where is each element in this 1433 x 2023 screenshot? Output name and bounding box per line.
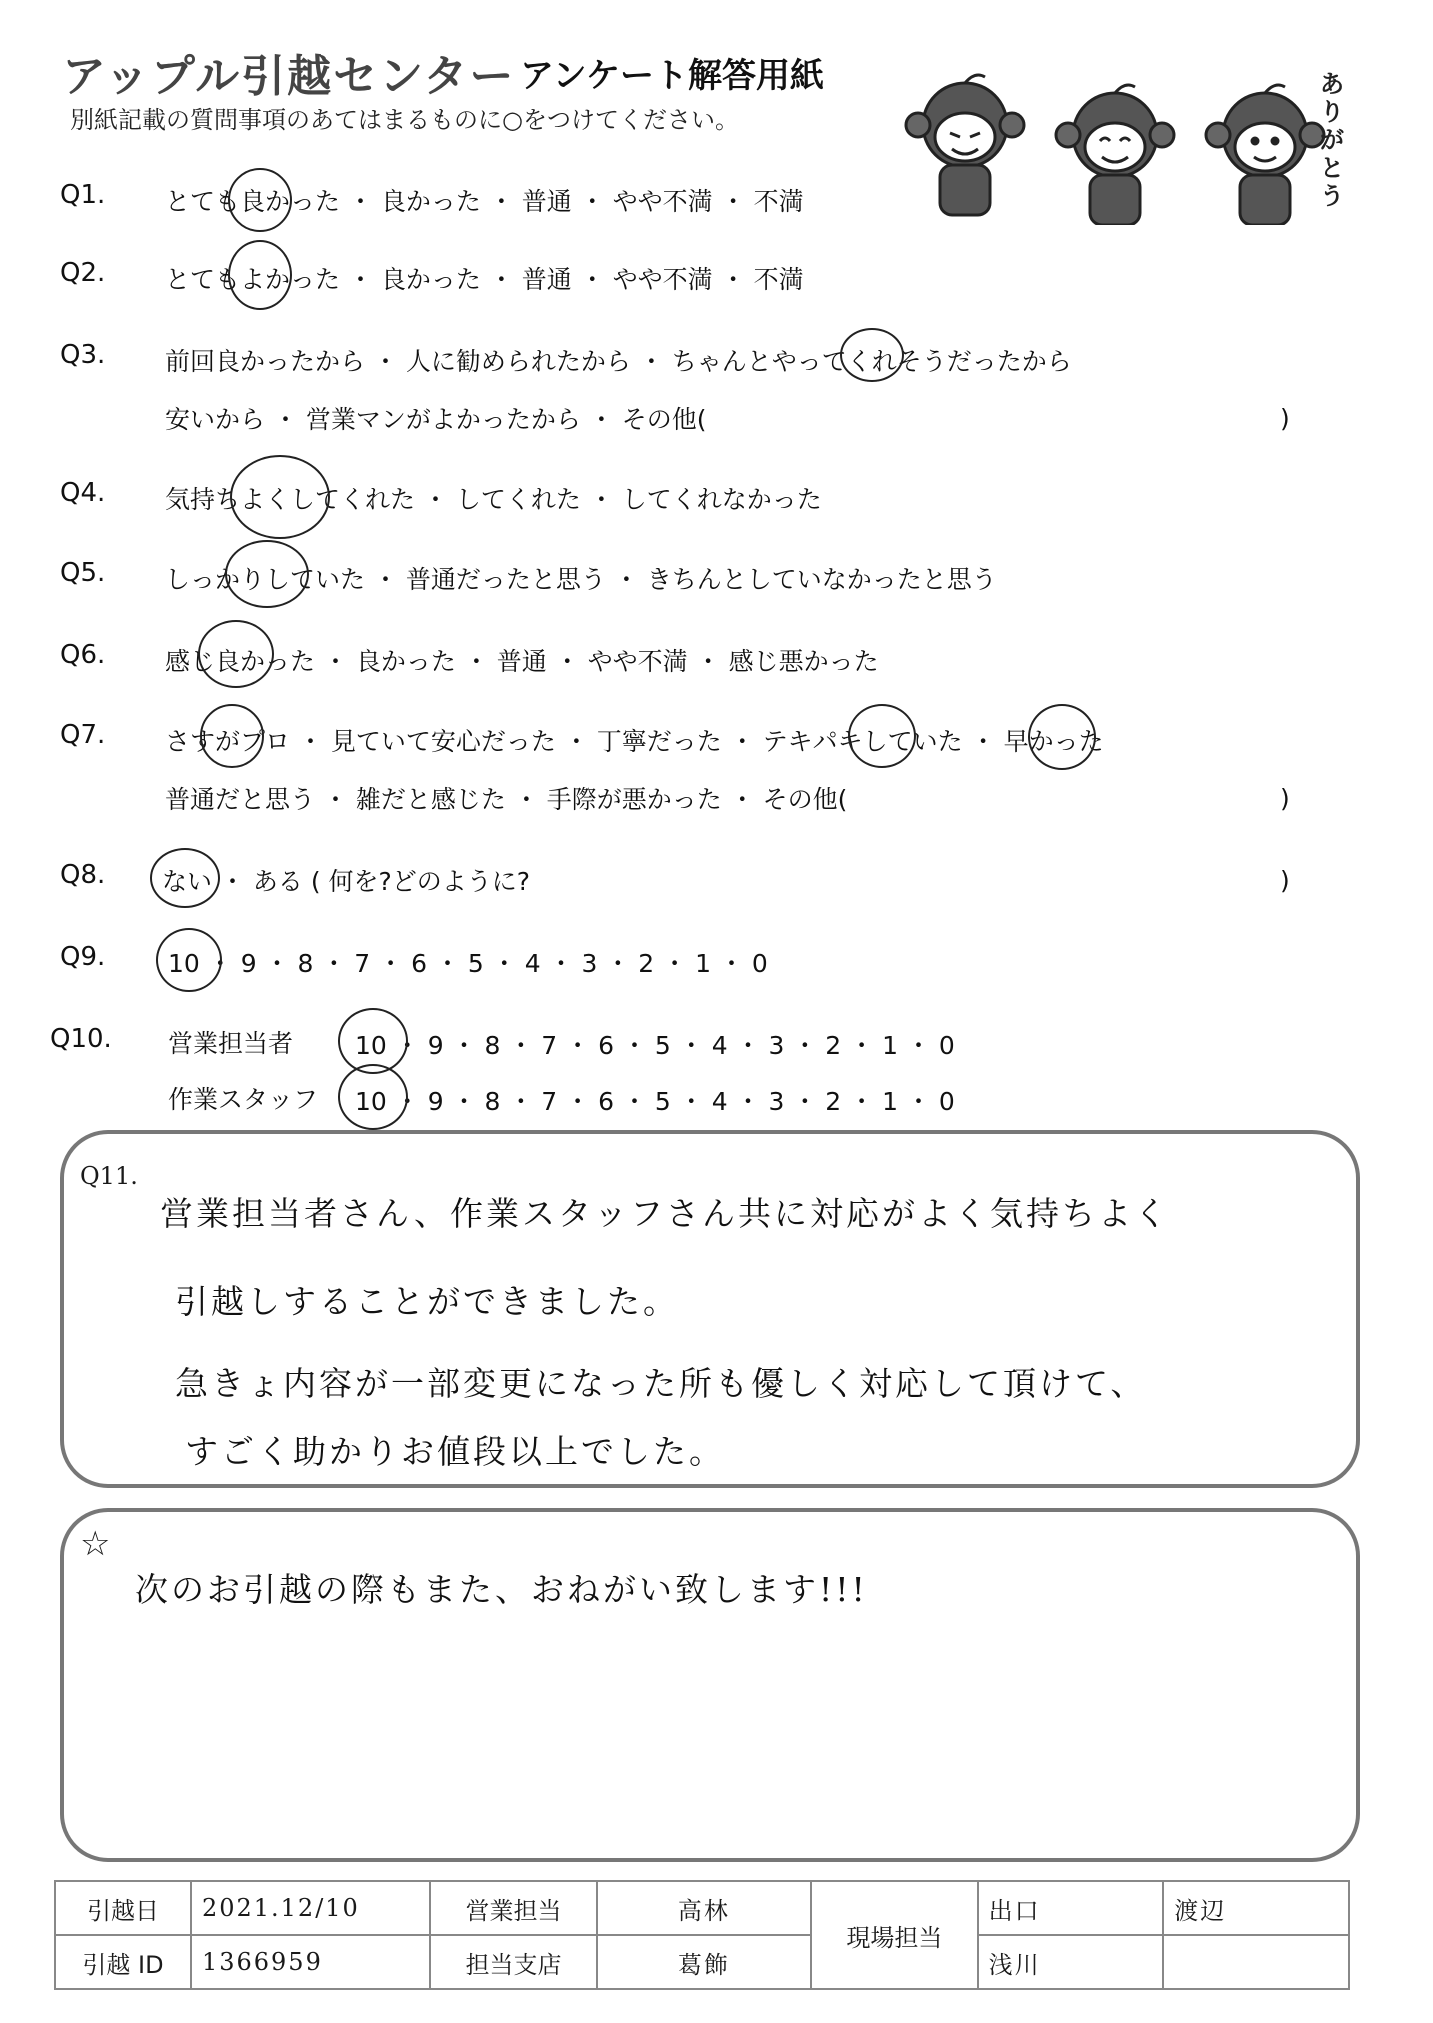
q3-options-line1: 前回良かったから ・ 人に勧められたから ・ ちゃんとやってくれそうだったから bbox=[165, 347, 1072, 376]
q10-staff-scale: 10 ・ 9 ・ 8 ・ 7 ・ 6 ・ 5 ・ 4 ・ 3 ・ 2 ・ 1 ・ 0 bbox=[355, 1087, 955, 1116]
q4-options: 気持ちよくしてくれた ・ してくれた ・ してくれなかった bbox=[165, 485, 822, 514]
q10-label: Q10. bbox=[50, 1024, 112, 1054]
q5-selection-circle bbox=[225, 540, 309, 608]
q11-comment-line-3: 急きょ内容が一部変更になった所も優しく対応して頂けて、 bbox=[175, 1364, 1147, 1403]
form-title: アンケート解答用紙 bbox=[520, 56, 824, 96]
q6-options: 感じ良かった ・ 良かった ・ 普通 ・ やや不満 ・ 感じ悪かった bbox=[165, 647, 879, 676]
q7-label: Q7. bbox=[60, 720, 106, 750]
q7-options-line1: さすがプロ ・ 見ていて安心だった ・ 丁寧だった ・ テキパキしていた ・ 早かった bbox=[165, 727, 1104, 756]
site-staff-label: 現場担当 bbox=[811, 1881, 977, 1989]
q2-label: Q2. bbox=[60, 258, 106, 288]
q8-selection-circle bbox=[150, 848, 220, 908]
q1-label: Q1. bbox=[60, 180, 106, 210]
company-name: アップル引越センター bbox=[62, 51, 516, 102]
q10-sales-scale: 10 ・ 9 ・ 8 ・ 7 ・ 6 ・ 5 ・ 4 ・ 3 ・ 2 ・ 1 ・ 0 bbox=[355, 1031, 955, 1060]
sales-rep-value: 高林 bbox=[597, 1881, 811, 1935]
q2-options: とてもよかった ・ 良かった ・ 普通 ・ やや不満 ・ 不満 bbox=[165, 265, 804, 294]
move-date-label: 引越日 bbox=[55, 1881, 191, 1935]
q7-options-line2: 普通だと思う ・ 雑だと感じた ・ 手際が悪かった ・ その他( bbox=[165, 785, 848, 814]
q7-selection-circle-3 bbox=[1028, 704, 1096, 770]
star-comment-text: 次のお引越の際もまた、おねがい致します!!! bbox=[135, 1570, 868, 1609]
q5-label: Q5. bbox=[60, 558, 106, 588]
q8-options: ない ・ ある ( 何を?どのように? bbox=[162, 867, 531, 896]
mascot-thanks-text: ありがとう bbox=[1320, 70, 1344, 210]
q3-selection-circle bbox=[840, 328, 904, 382]
q7-selection-circle-1 bbox=[200, 704, 264, 768]
q6-selection-circle bbox=[198, 620, 274, 688]
q9-selection-circle bbox=[156, 928, 222, 992]
q6-label: Q6. bbox=[60, 640, 106, 670]
instruction-text: 別紙記載の質問事項のあてはまるものに○をつけてください。 bbox=[70, 106, 739, 134]
branch-value: 葛飾 bbox=[597, 1935, 811, 1989]
move-id-value: 1366959 bbox=[191, 1935, 430, 1989]
q1-selection-circle bbox=[228, 168, 292, 232]
q11-label: Q11. bbox=[80, 1162, 138, 1190]
q5-options: しっかりしていた ・ 普通だったと思う ・ きちんとしていなかったと思う bbox=[165, 565, 997, 594]
q9-scale: 10 ・ 9 ・ 8 ・ 7 ・ 6 ・ 5 ・ 4 ・ 3 ・ 2 ・ 1 ・ 0 bbox=[168, 949, 768, 978]
q3-other-close: ) bbox=[1280, 404, 1290, 433]
site-staff-1: 出口 bbox=[978, 1881, 1164, 1935]
site-staff-4 bbox=[1163, 1935, 1349, 1989]
sales-rep-label: 営業担当 bbox=[430, 1881, 596, 1935]
q10-staff-selection-circle bbox=[338, 1064, 408, 1130]
q11-comment-line-1: 営業担当者さん、作業スタッフさん共に対応がよく気持ちよく bbox=[160, 1194, 1170, 1233]
q8-other-close: ) bbox=[1280, 866, 1290, 895]
star-comment-box bbox=[60, 1508, 1360, 1862]
move-date-value: 2021.12/10 bbox=[191, 1881, 430, 1935]
move-id-label: 引越 ID bbox=[55, 1935, 191, 1989]
q11-comment-line-2: 引越しすることができました。 bbox=[175, 1282, 679, 1321]
branch-label: 担当支店 bbox=[430, 1935, 596, 1989]
q7-selection-circle-2 bbox=[848, 704, 916, 768]
q3-label: Q3. bbox=[60, 340, 106, 370]
star-label: ☆ bbox=[80, 1524, 111, 1564]
q4-label: Q4. bbox=[60, 478, 106, 508]
site-staff-2: 渡辺 bbox=[1163, 1881, 1349, 1935]
q7-other-close: ) bbox=[1280, 784, 1290, 813]
footer-info-table bbox=[54, 1880, 1350, 1990]
q9-label: Q9. bbox=[60, 942, 106, 972]
q10-sales-label: 営業担当者 bbox=[168, 1029, 294, 1058]
q3-options-line2: 安いから ・ 営業マンがよかったから ・ その他( bbox=[165, 405, 707, 434]
mascot-monkeys-illustration bbox=[890, 55, 1370, 225]
q10-staff-label: 作業スタッフ bbox=[168, 1085, 319, 1114]
site-staff-3: 浅川 bbox=[978, 1935, 1164, 1989]
q4-selection-circle bbox=[230, 455, 330, 539]
q2-selection-circle bbox=[228, 240, 292, 310]
q1-options: とても良かった ・ 良かった ・ 普通 ・ やや不満 ・ 不満 bbox=[165, 187, 804, 216]
q8-label: Q8. bbox=[60, 860, 106, 890]
q11-comment-line-4: すごく助かりお値段以上でした。 bbox=[185, 1432, 725, 1471]
